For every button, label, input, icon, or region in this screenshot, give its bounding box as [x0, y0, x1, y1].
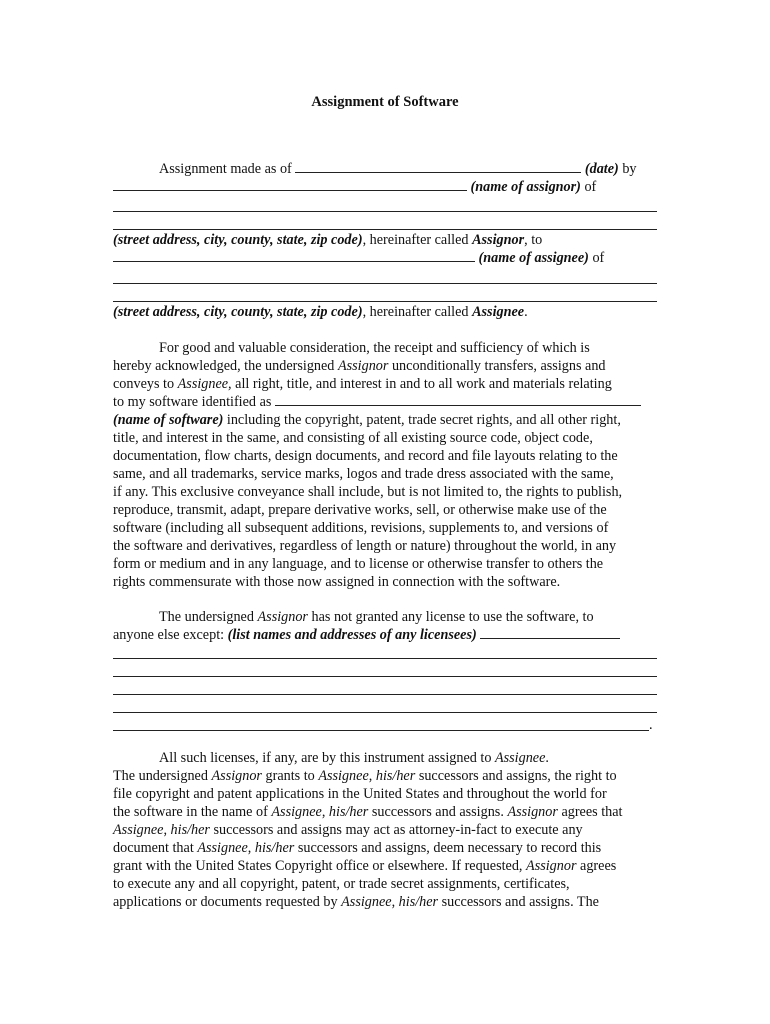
p3-line-4: [113, 803, 661, 821]
assignee-word: Assignee: [494, 750, 546, 766]
p3-text: grant with the United States Copyright office or elsewhere. If requested,: [113, 858, 527, 874]
assignee-address-field-1[interactable]: [113, 283, 657, 284]
assignor-name-field[interactable]: [113, 178, 467, 191]
p3-text: successors and assigns.: [368, 804, 508, 820]
p3-text: ,: [247, 840, 255, 856]
p3-line-6: [113, 839, 661, 857]
p1-line-1: For good and valuable consideration, the receipt and sufficiency of which is: [159, 340, 590, 356]
assignor-word: Assignor: [526, 858, 577, 874]
assignor-word: Assignor: [507, 804, 558, 820]
p3-text: ,: [368, 768, 376, 784]
p1-line-8: same, and all trademarks, service marks, logos and trade dress associated with the same,: [113, 466, 614, 482]
p1-line-4: [113, 393, 661, 411]
p2-text: anyone else except:: [113, 627, 228, 643]
assignee-word: Assignee: [271, 804, 322, 820]
p1-line-3: [113, 375, 661, 393]
hereinafter-text: , hereinafter called: [362, 232, 473, 248]
p1-line-13: form or medium and in any language, and to license or otherwise transfer to others the: [113, 556, 604, 572]
p3-text: .: [545, 750, 549, 766]
p1-line-6: title, and interest in the same, and consisting of all existing source code, object code,: [113, 430, 593, 446]
p3-line-1: [159, 749, 707, 767]
p3-line-8: to execute any and all copyright, patent, or trade secret assignments, certificates,: [113, 876, 570, 892]
p1-text: unconditionally transfers, assigns and: [388, 358, 606, 374]
p1-text: hereby acknowledged, the undersigned: [113, 358, 338, 374]
intro-line-3: [113, 231, 661, 249]
p3-text: successors and assigns, deem necessary to record this: [294, 840, 602, 856]
p2-line-1: [159, 608, 707, 626]
p3-text: document that: [113, 840, 198, 856]
assignee-street-label: (street address, city, county, state, zip code): [113, 304, 363, 320]
assignee-word: Assignee: [472, 304, 525, 320]
p1-text: conveys to: [113, 376, 178, 392]
p2-text: has not granted any license to use the software, to: [307, 609, 594, 625]
assignee-address-field-2[interactable]: [113, 301, 657, 302]
date-field[interactable]: [295, 160, 581, 173]
intro-line-4: [113, 249, 661, 267]
assignee-name-field[interactable]: [113, 249, 475, 262]
assignee-name-label: (name of assignee): [478, 250, 589, 266]
p1-line-12: the software and derivatives, regardless of length or nature) throughout the world, in any: [113, 538, 617, 554]
assignor-name-label: (name of assignor): [470, 179, 581, 195]
p1-text: to my software identified as: [113, 394, 272, 410]
his-her-word: his/her: [375, 768, 416, 784]
p3-text: successors and assigns may act as attorney-in-fact to execute any: [209, 822, 583, 838]
p1-line-14: rights commensurate with those now assigned in connection with the software.: [113, 574, 561, 590]
licensees-end-period: .: [649, 717, 653, 733]
assignor-word: Assignor: [257, 609, 308, 625]
assignor-word: Assignor: [472, 232, 525, 248]
software-name-field[interactable]: [275, 393, 641, 406]
p2-text: The undersigned: [159, 609, 258, 625]
p3-line-3: file copyright and patent applications in the United States and throughout the world for: [113, 786, 607, 802]
assignee-word: Assignee,: [177, 376, 232, 392]
p1-line-10: reproduce, transmit, adapt, prepare derivative works, sell, or otherwise make use of the: [113, 502, 607, 518]
his-her-word: his/her: [170, 822, 210, 838]
his-her-word: his/her: [398, 894, 439, 910]
assignor-address-field-2[interactable]: [113, 229, 657, 230]
intro-line-5: [113, 303, 661, 321]
licensees-field-line-2[interactable]: [113, 676, 657, 677]
p1-text: all right, title, and interest in and to all work and materials relating: [231, 376, 612, 392]
p3-text: ,: [391, 894, 399, 910]
assignor-address-field-1[interactable]: [113, 211, 657, 212]
p1-line-11: software (including all subsequent additions, revisions, supplements to, and versions of: [113, 520, 609, 536]
assignee-word: Assignee: [113, 822, 164, 838]
by-text: by: [622, 161, 637, 177]
p3-line-5: [113, 821, 661, 839]
p3-text: The undersigned: [113, 768, 212, 784]
p1-line-7: documentation, flow charts, design documents, and record and file layouts relating to the: [113, 448, 618, 464]
p3-line-2: [113, 767, 661, 785]
p3-text: successors and assigns. The: [438, 894, 599, 910]
assignee-word: Assignee: [318, 768, 369, 784]
licensees-field-line-1[interactable]: [113, 658, 657, 659]
date-label: (date): [584, 161, 619, 177]
licensees-label: (list names and addresses of any licensees): [227, 627, 477, 643]
assignor-word: Assignor: [211, 768, 262, 784]
his-her-word: his/her: [328, 804, 369, 820]
intro-line-2: [113, 178, 661, 196]
licensees-field-line-4[interactable]: [113, 712, 657, 713]
assignee-word: Assignee: [197, 840, 248, 856]
p1-text: including the copyright, patent, trade secret rights, and all other right,: [223, 412, 621, 428]
p3-text: agrees: [576, 858, 617, 874]
his-her-word: his/her: [254, 840, 295, 856]
assignor-word: Assignor: [337, 358, 389, 374]
licensees-field-line-3[interactable]: [113, 694, 657, 695]
to-text: , to: [524, 232, 543, 248]
made-as-of-text: Assignment made as of: [159, 161, 292, 177]
p3-text: agrees that: [557, 804, 623, 820]
document-title: Assignment of Software: [311, 94, 459, 110]
licensees-field[interactable]: [480, 626, 620, 639]
p3-line-7: [113, 857, 661, 875]
p3-text: grants to: [261, 768, 319, 784]
p3-line-9: [113, 893, 661, 911]
p1-line-5: [113, 411, 661, 429]
p3-text: applications or documents requested by: [113, 894, 342, 910]
of-text-2: of: [592, 250, 605, 266]
p3-text: ,: [163, 822, 171, 838]
p3-text: the software in the name of: [113, 804, 272, 820]
p3-text: All such licenses, if any, are by this instrument assigned to: [159, 750, 495, 766]
p3-text: ,: [321, 804, 329, 820]
p2-line-2: [113, 626, 661, 644]
assignor-street-label: (street address, city, county, state, zip code): [113, 232, 363, 248]
period-text: .: [524, 304, 528, 320]
licensees-field-line-5[interactable]: [113, 730, 649, 731]
p1-line-9: if any. This exclusive conveyance shall include, but is not limited to, the rights to publish,: [113, 484, 623, 500]
hereinafter-text-2: , hereinafter called: [362, 304, 473, 320]
p3-text: successors and assigns, the right to: [415, 768, 617, 784]
software-name-label: (name of software): [113, 412, 224, 428]
assignee-word: Assignee: [341, 894, 392, 910]
p1-line-2: [113, 357, 661, 375]
of-text: of: [584, 179, 597, 195]
intro-line-1: [159, 160, 707, 178]
